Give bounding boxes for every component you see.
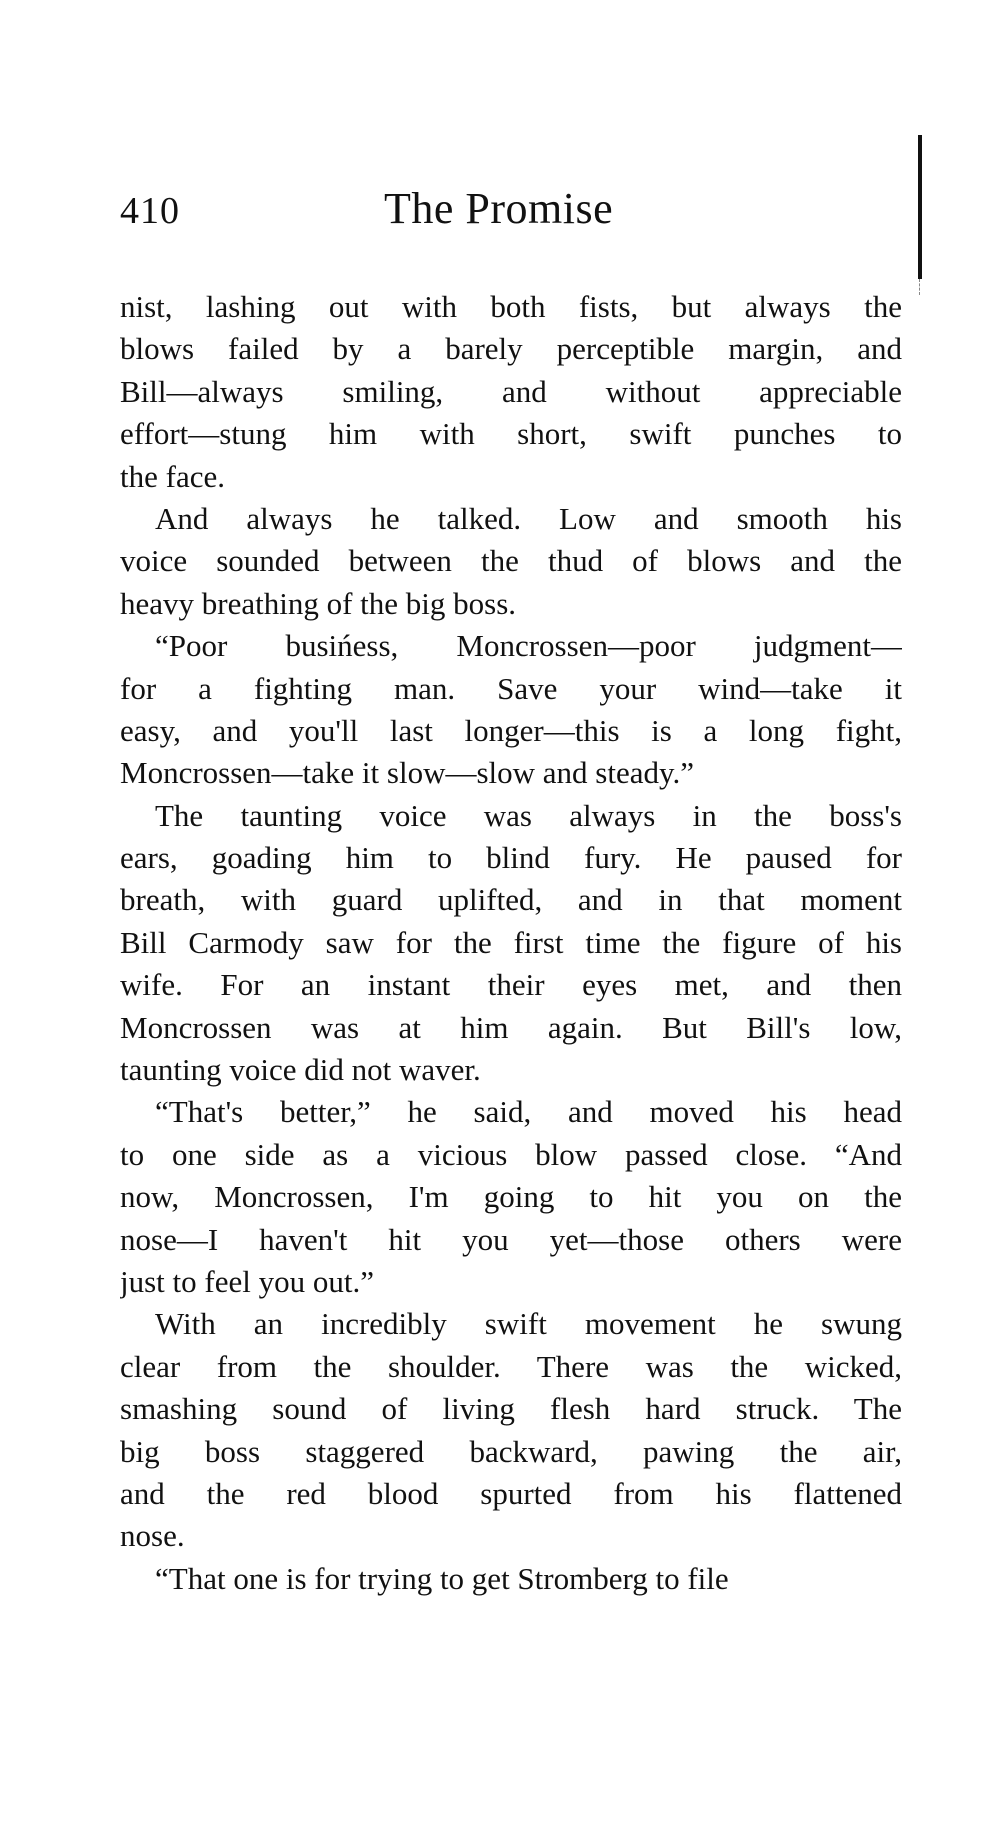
text-line: With an incredibly swift movement he swung [155, 1306, 902, 1342]
page-header [120, 183, 900, 243]
text-line: clear from the shoulder. There was the wicked, [120, 1348, 902, 1384]
paragraph [120, 1303, 902, 1557]
text-line: voice sounded between the thud of blows and the [120, 543, 902, 579]
margin-rule-trace [919, 279, 921, 295]
paragraph [120, 498, 902, 625]
text-line: effort—stung him with short, swift punches to [120, 416, 902, 452]
text-line: nist, lashing out with both fists, but always the [120, 289, 902, 324]
text-line: “That's better,” he said, and moved his head [155, 1094, 902, 1130]
text-line: “That one is for trying to get Stromberg to file [155, 1560, 729, 1596]
paragraph [120, 1091, 902, 1303]
text-line: smashing sound of living flesh hard struck. The [120, 1391, 902, 1427]
text-line: breath, with guard uplifted, and in that moment [120, 882, 902, 918]
text-line: big boss staggered backward, pawing the air, [120, 1433, 902, 1469]
paragraph [120, 1558, 902, 1600]
text-line: and the red blood spurted from his flattened [120, 1475, 902, 1511]
text-line: now, Moncrossen, I'm going to hit you on the [120, 1179, 902, 1215]
paragraph [120, 625, 902, 795]
text-line: wife. For an instant their eyes met, and then [120, 967, 902, 1003]
text-line: heavy breathing of the big boss. [120, 585, 517, 621]
text-line: the face. [120, 458, 225, 494]
text-line: Bill Carmody saw for the first time the figure of his [120, 924, 902, 960]
text-line: Bill—always smiling, and without appreciable [120, 373, 902, 409]
text-line: Moncrossen—take it slow—slow and steady.” [120, 755, 694, 791]
text-line: nose. [120, 1518, 185, 1554]
text-line: easy, and you'll last longer—this is a long fight, [120, 712, 902, 748]
page-number: 410 [120, 190, 180, 232]
text-line: just to feel you out.” [120, 1263, 374, 1299]
paragraph [120, 795, 902, 1092]
text-line: The taunting voice was always in the boss's [155, 797, 902, 833]
running-title: The Promise [384, 184, 614, 233]
text-line: taunting voice did not waver. [120, 1052, 481, 1088]
text-line: blows failed by a barely perceptible margin, and [120, 331, 902, 367]
text-line: ears, goading him to blind fury. He paused for [120, 840, 902, 876]
text-line: nose—I haven't hit you yet—those others were [120, 1221, 902, 1257]
text-line: Moncrossen was at him again. But Bill's low, [120, 1009, 902, 1045]
text-line: for a fighting man. Save your wind—take it [120, 670, 902, 706]
text-line: to one side as a vicious blow passed close. “And [120, 1136, 902, 1172]
text-line: And always he talked. Low and smooth his [155, 500, 902, 536]
body-text [120, 286, 902, 1600]
paragraph [120, 286, 902, 498]
text-line: “Poor busińess, Moncrossen—poor judgment— [155, 628, 902, 664]
margin-rule [918, 135, 922, 279]
